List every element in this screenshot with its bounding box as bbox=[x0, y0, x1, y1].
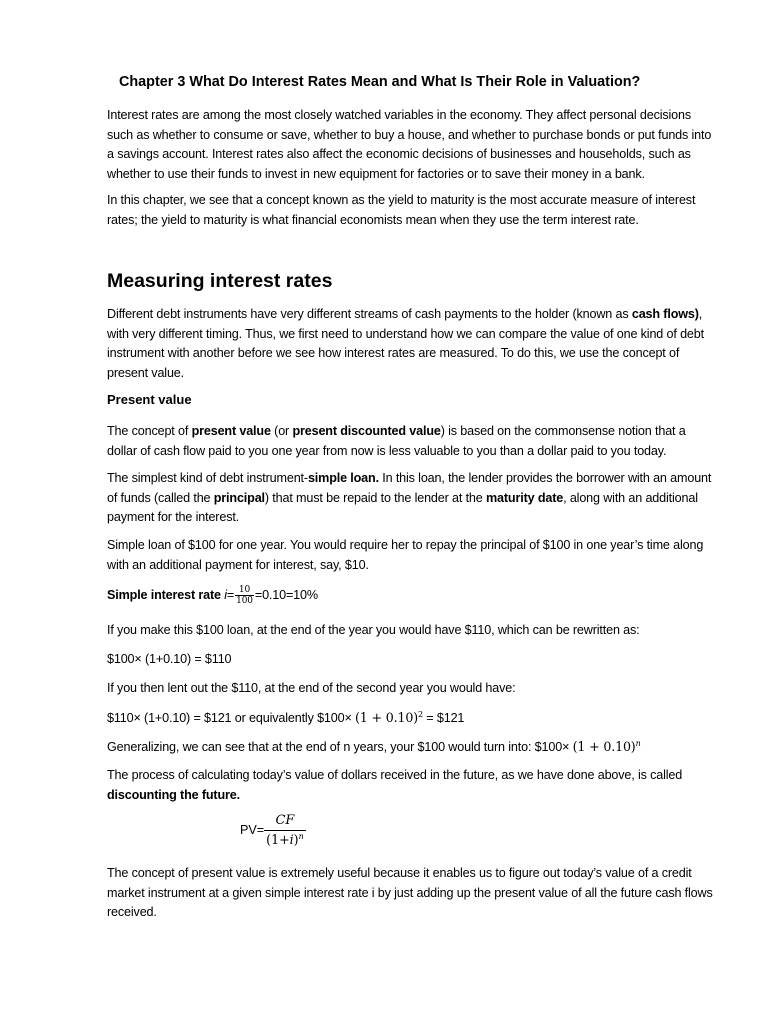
second-year-paragraph: If you then lent out the $110, at the end of the second year you would have: bbox=[107, 681, 516, 695]
eq2-after: = $121 bbox=[422, 711, 465, 725]
rate-fraction-numerator: 10 bbox=[235, 585, 254, 596]
simple-interest-rate-line bbox=[107, 585, 717, 606]
pv-text-2: (or bbox=[270, 424, 293, 438]
simple-loan-paragraph bbox=[107, 469, 717, 528]
pv-den-exponent: n bbox=[298, 831, 304, 841]
section-heading: Measuring interest rates bbox=[107, 270, 333, 292]
maturity-date-term: maturity date bbox=[485, 490, 564, 505]
generalizing-paragraph bbox=[107, 737, 717, 758]
chapter-title: Chapter 3 What Do Interest Rates Mean and What Is Their Role in Valuation? bbox=[119, 74, 641, 90]
generalizing-math: (1 + 0.10) bbox=[572, 739, 636, 754]
rate-result: =0.10=10% bbox=[254, 587, 318, 602]
loan-text-1: The simplest kind of debt instrument- bbox=[107, 471, 308, 485]
loan-text-2: In this loan, the lender provides the borrower with an amount of funds (called the bbox=[107, 471, 712, 505]
example-loan-paragraph: Simple loan of $100 for one year. You would require her to repay the principal of $100 in one year’s time along with an additional payment for interest, say, $10. bbox=[107, 538, 704, 572]
eq2-exponent: 2 bbox=[418, 709, 423, 719]
pv-den-base: (1+ bbox=[266, 832, 290, 847]
pv-fraction bbox=[264, 812, 306, 849]
intro-paragraph-1: Interest rates are among the most closely watched variables in the economy. They affect personal decisions such as whether to consume or save, whether to buy a house, and whether to purchase bonds or put funds into a savings account. Interest rates also affect the economic decisions of businesses and households, such as whether to use their funds to invest in new equipment for factories or to save their money in a bank. bbox=[107, 108, 712, 181]
measuring-paragraph bbox=[107, 305, 717, 383]
equation-2 bbox=[107, 708, 717, 729]
generalizing-text: Generalizing, we can see that at the end of n years, your $100 would turn into: $100× bbox=[107, 740, 573, 754]
pv-concept-paragraph bbox=[107, 422, 717, 461]
eq2-text: $110× (1+0.10) = $121 or equivalently $100× bbox=[107, 711, 356, 725]
equation-1: $100× (1+0.10) = $110 bbox=[107, 652, 232, 666]
rate-equals: = bbox=[226, 587, 235, 602]
pv-numerator: CF bbox=[264, 812, 306, 831]
intro-paragraph-2: In this chapter, we see that a concept known as the yield to maturity is the most accurate measure of interest rates; the yield to maturity is what financial economists mean when they use the term interest rate. bbox=[107, 193, 696, 227]
pv-text-1: The concept of bbox=[107, 424, 192, 438]
measuring-text-1: Different debt instruments have very different streams of cash payments to the holder (known as bbox=[107, 307, 632, 321]
discounting-text: The process of calculating today’s value of dollars received in the future, as we have done above, is called bbox=[107, 768, 683, 782]
present-value-term: present value bbox=[191, 424, 271, 438]
pv-den-variable: i bbox=[289, 832, 294, 847]
pv-denominator bbox=[264, 831, 306, 849]
discounting-term: discounting the future. bbox=[107, 787, 240, 802]
pv-den-close: ) bbox=[293, 832, 299, 847]
rate-fraction-denominator: 100 bbox=[236, 596, 253, 606]
simple-loan-term: simple loan. bbox=[307, 471, 379, 485]
rate-fraction bbox=[235, 585, 254, 606]
simple-interest-rate-label: Simple interest rate bbox=[107, 587, 225, 602]
present-discounted-value-term: present discounted value bbox=[292, 424, 441, 438]
pv-formula bbox=[240, 812, 306, 849]
rewrite-paragraph: If you make this $100 loan, at the end of the year you would have $110, which can be rewritten as: bbox=[107, 623, 640, 637]
cash-flows-term: cash flows) bbox=[631, 307, 699, 321]
conclusion-paragraph: The concept of present value is extremely useful because it enables us to figure out today’s value of a credit market instrument at a given simple interest rate i by just adding up the present value of all the future cash flows received. bbox=[107, 866, 713, 920]
loan-text-4: , along with an additional payment for the interest. bbox=[107, 490, 698, 525]
principal-term: principal bbox=[213, 490, 265, 505]
generalizing-exponent: n bbox=[635, 738, 641, 748]
eq2-math: (1 + 0.10) bbox=[355, 710, 418, 725]
present-value-heading: Present value bbox=[107, 392, 192, 407]
measuring-text-2: , with very different timing. Thus, we first need to understand how we can compare the value of one kind of debt instrument with another before we see how interest rates are measured. To do this, we use the concept of present value. bbox=[107, 307, 704, 380]
loan-text-3: ) that must be repaid to the lender at the bbox=[264, 490, 486, 505]
discounting-paragraph bbox=[107, 766, 717, 805]
pv-formula-label: PV= bbox=[240, 822, 265, 837]
rate-variable: i bbox=[224, 587, 227, 602]
pv-text-3: ) is based on the commonsense notion that a dollar of cash flow paid to you one year from now is less valuable to you than a dollar paid to you today. bbox=[107, 424, 686, 458]
